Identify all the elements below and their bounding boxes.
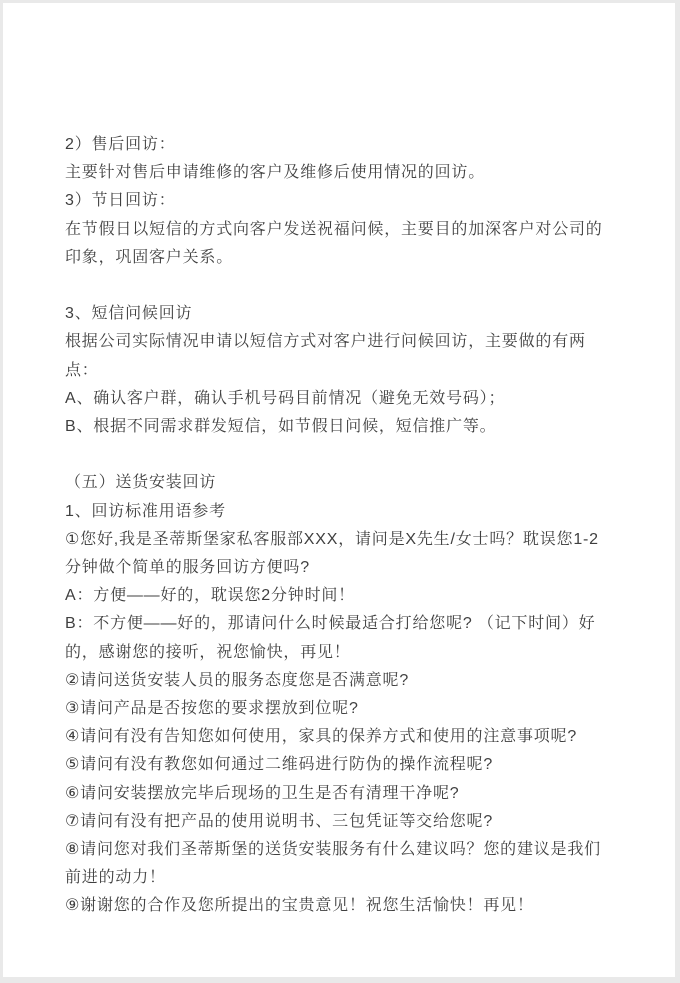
paragraph: ④请问有没有告知您如何使用，家具的保养方式和使用的注意事项呢? <box>65 728 578 746</box>
paragraph: 2）售后回访： <box>65 136 176 153</box>
paragraph: ⑧请问您对我们圣蒂斯堡的送货安装服务有什么建议吗？您的建议是我们前进的动力！ <box>65 841 601 887</box>
paragraph: A：方便——好的，耽误您2分钟时间！ <box>65 587 355 605</box>
paragraph: ③请问产品是否按您的要求摆放到位呢? <box>65 700 359 718</box>
paragraph: B：不方便——好的，那请问什么时候最适合打给您呢? （记下时间）好的，感谢您的接听，祝您愉快，再见！ <box>65 615 596 661</box>
document-body <box>3 3 675 921</box>
blank-line <box>65 272 613 300</box>
paragraph: 主要针对售后申请维修的客户及维修后使用情况的回访。 <box>65 164 486 182</box>
paragraph: 根据公司实际情况申请以短信方式对客户进行问候回访，主要做的有两点： <box>65 333 586 379</box>
paragraph: 3、短信问候回访 <box>65 305 193 323</box>
paragraph: ②请问送货安装人员的服务态度您是否满意呢? <box>65 671 410 689</box>
document-page <box>3 3 675 977</box>
paragraph: 1、回访标准用语参考 <box>65 502 226 520</box>
paragraph: （五）送货安装回访 <box>65 474 217 492</box>
paragraph: B、根据不同需求群发短信，如节假日问候，短信推广等。 <box>65 418 497 436</box>
paragraph: ⑦请问有没有把产品的使用说明书、三包凭证等交给您呢? <box>65 812 494 830</box>
paragraph: 在节假日以短信的方式向客户发送祝福问候，主要目的加深客户对公司的印象，巩固客户关系。 <box>65 220 603 266</box>
paragraph: ⑤请问有没有教您如何通过二维码进行防伪的操作流程呢? <box>65 756 494 774</box>
paragraph: ⑥请问安装摆放完毕后现场的卫生是否有清理干净呢? <box>65 784 460 802</box>
paragraph: ⑨谢谢您的合作及您所提出的宝贵意见！祝您生活愉快！再见！ <box>65 897 534 915</box>
paragraph: 3）节日回访： <box>65 192 176 210</box>
paragraph: A、确认客户群，确认手机号码目前情况（避免无效号码）； <box>65 389 506 407</box>
blank-line <box>65 441 613 469</box>
paragraph: ①您好,我是圣蒂斯堡家私客服部XXX，请问是X先生/女士吗？耽误您1-2分钟做个简单的服务回访方便吗? <box>65 530 599 577</box>
